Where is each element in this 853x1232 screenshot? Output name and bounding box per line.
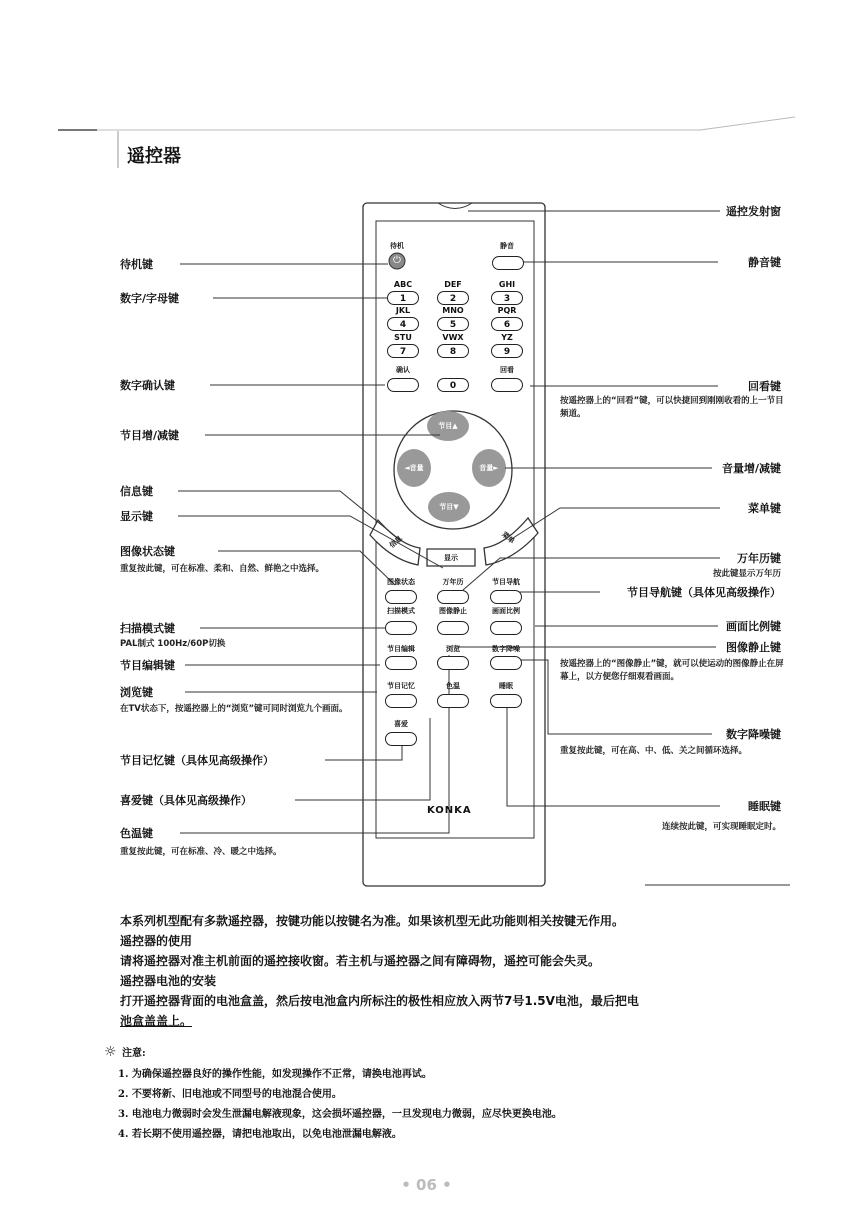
confirm-label: 确认 (396, 366, 410, 374)
program-edit-key-label: 节目编辑键 (120, 659, 175, 672)
favorite-key-label: 喜爱键（具体见高级操作） (120, 794, 252, 807)
row2-label: 画面比例 (492, 607, 520, 615)
return-button[interactable] (491, 378, 523, 392)
row3-label: 浏览 (446, 645, 460, 653)
row4-label: 色温 (446, 682, 460, 690)
display-key-label: 显示键 (120, 510, 153, 523)
power-label: 待机 (390, 242, 404, 250)
key-letters: PQR (497, 306, 517, 315)
digit-7-button[interactable]: 7 (387, 344, 419, 358)
sleep-button[interactable] (490, 694, 522, 708)
body-heading-2: 遥控器电池的安装 (120, 974, 217, 988)
power-icon[interactable]: ⏻ (393, 255, 401, 266)
picture-mode-desc: 重复按此键，可在标准、柔和、自然、鲜艳之中选择。 (120, 564, 325, 574)
color-temp-desc: 重复按此键，可在标准、冷、暖之中选择。 (120, 847, 282, 857)
dnr-button[interactable] (490, 656, 522, 670)
row4-label: 睡眠 (499, 682, 513, 690)
freeze-key-label: 图像静止键 (726, 641, 781, 654)
note-item: 3. 电池电力微弱时会发生泄漏电解液现象，这会损坏遥控器，一旦发现电力微弱，应尽快更换电池。 (118, 1109, 562, 1120)
color-temp-key-label: 色温键 (120, 827, 153, 840)
digit-2-button[interactable]: 2 (437, 291, 469, 305)
browse-desc: 在TV状态下，按遥控器上的“浏览”键可同时浏览九个画面。 (120, 704, 348, 714)
key-letters: YZ (501, 333, 513, 342)
note-item: 1. 为确保遥控器良好的操作性能，如发现操作不正常，请换电池再试。 (118, 1069, 432, 1080)
key-letters: GHI (498, 280, 516, 289)
note-item: 4. 若长期不使用遥控器，请把电池取出，以免电池泄漏电解液。 (118, 1129, 402, 1140)
scan-mode-key-label: 扫描模式键 (120, 622, 175, 635)
scan-mode-desc: PAL制式 100Hz/60P切换 (120, 639, 226, 649)
program-memory-button[interactable] (385, 694, 417, 708)
dnr-key-label: 数字降噪键 (726, 728, 781, 741)
menu-button[interactable]: 菜单 (500, 530, 516, 546)
return-key-label: 回看键 (748, 380, 781, 393)
digit-0-button[interactable]: 0 (437, 378, 469, 392)
digits-key-label: 数字/字母键 (120, 292, 180, 305)
digit-8-button[interactable]: 8 (437, 344, 469, 358)
digit-5-button[interactable]: 5 (437, 317, 469, 331)
notes-title: 注意: (122, 1048, 146, 1059)
key-letters: MNO (442, 306, 464, 315)
row1-label: 图像状态 (387, 578, 415, 586)
digit-6-button[interactable]: 6 (491, 317, 523, 331)
program-guide-key-label: 节目导航键（具体见高级操作） (627, 586, 781, 599)
calendar-desc: 按此键显示万年历 (712, 569, 781, 579)
sleep-key-label: 睡眠键 (748, 800, 781, 813)
row4-label: 节目记忆 (387, 682, 415, 690)
sun-icon: ☼ (104, 1044, 117, 1060)
confirm-button[interactable] (387, 378, 419, 392)
dnr-desc: 重复按此键，可在高、中、低、关之间循环选择。 (560, 746, 748, 756)
body-heading-1: 遥控器的使用 (120, 934, 193, 948)
return-desc: 按遥控器上的“回看”键，可以快捷回到刚刚收看的上一节目频道。 (560, 396, 784, 419)
aspect-key-label: 画面比例键 (726, 620, 781, 633)
channel-key-label: 节目增/减键 (120, 429, 180, 442)
brand-logo: KONKA (427, 805, 472, 816)
body-line-1: 本系列机型配有多款遥控器，按键功能以按键名为准。如果该机型无此功能则相关按键无作用。 (120, 914, 625, 928)
info-button[interactable]: 信息 (388, 534, 404, 550)
menu-key-label: 菜单键 (748, 502, 781, 515)
calendar-button[interactable] (437, 590, 469, 604)
key-letters: DEF (444, 280, 462, 289)
sleep-desc: 连续按此键，可实现睡眠定时。 (661, 822, 781, 832)
row1-label: 节目导航 (492, 578, 520, 586)
key-letters: ABC (393, 280, 413, 289)
browse-key-label: 浏览键 (120, 686, 153, 699)
calendar-key-label: 万年历键 (737, 552, 781, 565)
digit-9-button[interactable]: 9 (491, 344, 523, 358)
picture-mode-key-label: 图像状态键 (120, 545, 175, 558)
display-button[interactable]: 显示 (444, 554, 458, 562)
row3-label: 数字降噪 (492, 645, 520, 653)
standby-key-label: 待机键 (120, 258, 153, 271)
channel-up-button[interactable]: 节目▲ (438, 422, 458, 430)
digit-4-button[interactable]: 4 (387, 317, 419, 331)
favorite-button[interactable] (385, 732, 417, 746)
program-memory-key-label: 节目记忆键（具体见高级操作） (120, 754, 274, 767)
digit-3-button[interactable]: 3 (491, 291, 523, 305)
mute-key-label: 静音键 (748, 256, 781, 269)
color-temp-button[interactable] (437, 694, 469, 708)
row2-label: 扫描模式 (387, 607, 415, 615)
key-letters: STU (394, 333, 412, 342)
volume-key-label: 音量增/减键 (721, 462, 781, 475)
key-letters: JKL (395, 306, 411, 315)
return-label: 回看 (500, 366, 514, 374)
channel-down-button[interactable]: 节目▼ (439, 503, 459, 511)
scan-mode-button[interactable] (385, 621, 417, 635)
freeze-desc: 按遥控器上的“图像静止”键，就可以使运动的图像静止在屏幕上，以方便您仔细观看画面。 (560, 659, 784, 682)
row2-label: 图像静止 (439, 607, 467, 615)
aspect-button[interactable] (490, 621, 522, 635)
program-edit-button[interactable] (385, 656, 417, 670)
row3-label: 节目编辑 (387, 645, 415, 653)
body-line-3: 打开遥控器背面的电池盒盖，然后按电池盒内所标注的极性相应放入两节7号1.5V电池，最后把电 (120, 994, 639, 1008)
freeze-button[interactable] (437, 621, 469, 635)
digit-1-button[interactable]: 1 (387, 291, 419, 305)
row5-label: 喜爱 (394, 720, 408, 728)
row1-label: 万年历 (442, 578, 464, 586)
picture-mode-button[interactable] (385, 590, 417, 604)
ir-window-label: 遥控发射窗 (726, 205, 781, 218)
volume-down-button[interactable]: ◄音量 (404, 464, 424, 472)
mute-label: 静音 (500, 242, 514, 250)
mute-button[interactable] (492, 256, 524, 270)
body-line-2: 请将遥控器对准主机前面的遥控接收窗。若主机与遥控器之间有障碍物，遥控可能会失灵。 (120, 954, 601, 968)
page-number: • 06 • (401, 1176, 452, 1194)
volume-up-button[interactable]: 音量► (479, 464, 499, 472)
page-title: 遥控器 (127, 146, 181, 167)
browse-button[interactable] (437, 656, 469, 670)
note-item: 2. 不要将新、旧电池或不同型号的电池混合使用。 (118, 1089, 342, 1100)
program-guide-button[interactable] (490, 590, 522, 604)
info-key-label: 信息键 (120, 485, 153, 498)
body-line-4: 池盒盖盖上。 (120, 1014, 193, 1028)
key-letters: VWX (442, 333, 464, 342)
digit-confirm-key-label: 数字确认键 (120, 379, 175, 392)
